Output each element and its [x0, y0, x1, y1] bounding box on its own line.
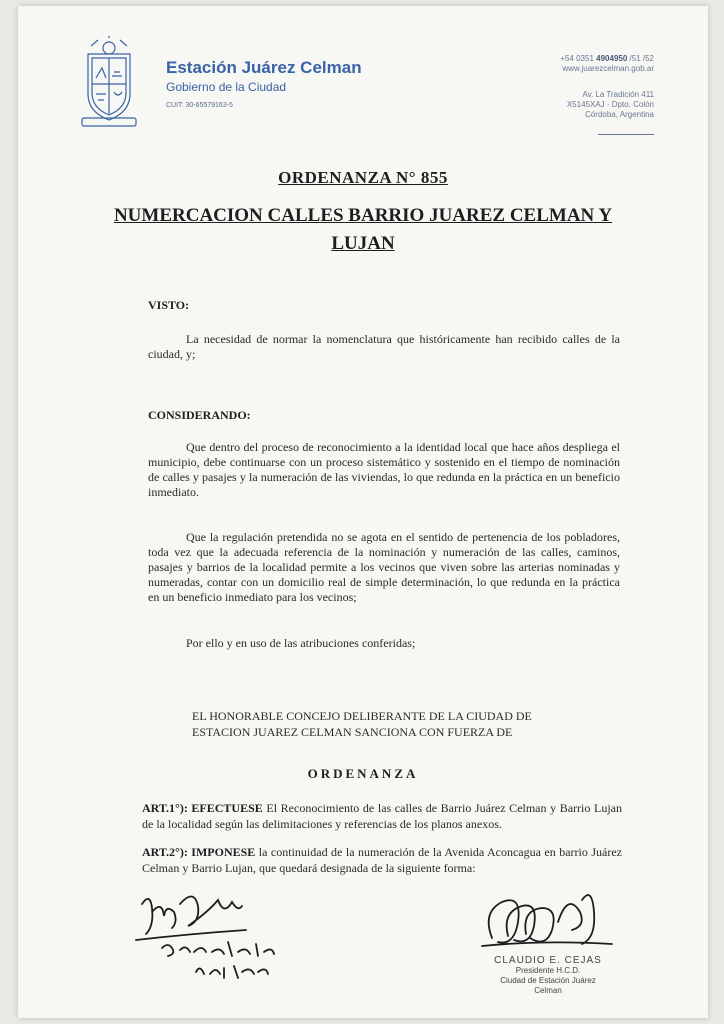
por-ello-line: Por ello y en uso de las atribuciones conferidas;: [186, 636, 416, 650]
phone-suffix: /51 /52: [629, 54, 654, 63]
president-stamp: [488, 956, 608, 996]
secretary-signature: [128, 882, 308, 992]
phone-main: 4904950: [596, 54, 628, 63]
article-text: la continuidad de la numeración de la Avenida Aconcagua en barrio Juárez Celman y Barrio Lujan, que quedará designada de la siguiente forma:: [142, 845, 622, 875]
visto-paragraph: La necesidad de normar la nomenclatura que históricamente han recibido calles de la ciudad, y;: [148, 332, 620, 361]
considerando-paragraph: Que dentro del proceso de reconocimiento a la identidad local que hace años despliega el municipio, debe continuarse con un proceso sistemático y sostenido en el tiempo de nominación de calles y pasajes y la numeración de las viviendas, lo que redunda en la práctica en un beneficio inmediato.: [148, 440, 620, 499]
ordinance-title: NUMERCACION CALLES BARRIO JUAREZ CELMAN Y LUJAN: [113, 205, 613, 254]
document-page: [18, 6, 708, 1018]
address-line: Córdoba, Argentina: [585, 110, 654, 119]
municipal-crest-icon: [76, 36, 142, 128]
article-1: [142, 800, 622, 832]
article-label: ART.2°): IMPONESE: [142, 845, 256, 859]
ordinance-number: ORDENANZA N° 855: [278, 168, 448, 187]
address-line: X5145XAJ · Dpto. Colón: [566, 100, 654, 109]
president-name: CLAUDIO E. CEJAS: [494, 955, 602, 966]
address-block: [567, 90, 654, 120]
visto-label: VISTO:: [148, 298, 190, 312]
article-label: ART.1°): EFECTUESE: [142, 801, 263, 815]
article-text: El Reconocimiento de las calles de Barrio Juárez Celman y Barrio Lujan de la localidad según las delimitaciones y referencias de los planos anexos.: [142, 801, 622, 831]
org-name: Estación Juárez Celman: [166, 58, 362, 77]
president-org: Ciudad de Estación Juárez Celman: [500, 976, 596, 995]
phone-prefix: +54 0351: [560, 54, 594, 63]
ordenanza-heading: ORDENANZA: [307, 766, 419, 781]
address-divider: [598, 134, 654, 135]
org-subtitle: Gobierno de la Ciudad: [166, 80, 287, 94]
org-cuit: CUIT: 30-65579163-5: [166, 102, 233, 109]
website: www.juarezcelman.gob.ar: [562, 64, 654, 73]
considerando-paragraph: Que la regulación pretendida no se agota en el sentido de pertenencia de los pobladores, toda vez que la adecuada referencia de la nominación y numeración de las calles, caminos, pasajes y barrios de la localidad permite a los vecinos que viven sobre las arterias nominadas y numeradas, contar con un domicilio real de simple determinación, lo que redunda en la práctica en un beneficio inmediato para los vecinos;: [148, 530, 620, 604]
council-line: EL HONORABLE CONCEJO DELIBERANTE DE LA CIUDAD DE: [192, 709, 532, 723]
article-2: [142, 844, 622, 876]
contact-block: [560, 54, 654, 74]
phone-line: [560, 54, 654, 64]
considerando-label: CONSIDERANDO:: [148, 408, 251, 422]
president-signature: [472, 882, 622, 962]
address-line: Av. La Tradición 411: [582, 90, 654, 99]
council-statement: [192, 708, 592, 740]
council-line: ESTACION JUAREZ CELMAN SANCIONA CON FUERZA DE: [192, 725, 513, 739]
president-title: Presidente H.C.D.: [515, 966, 581, 975]
